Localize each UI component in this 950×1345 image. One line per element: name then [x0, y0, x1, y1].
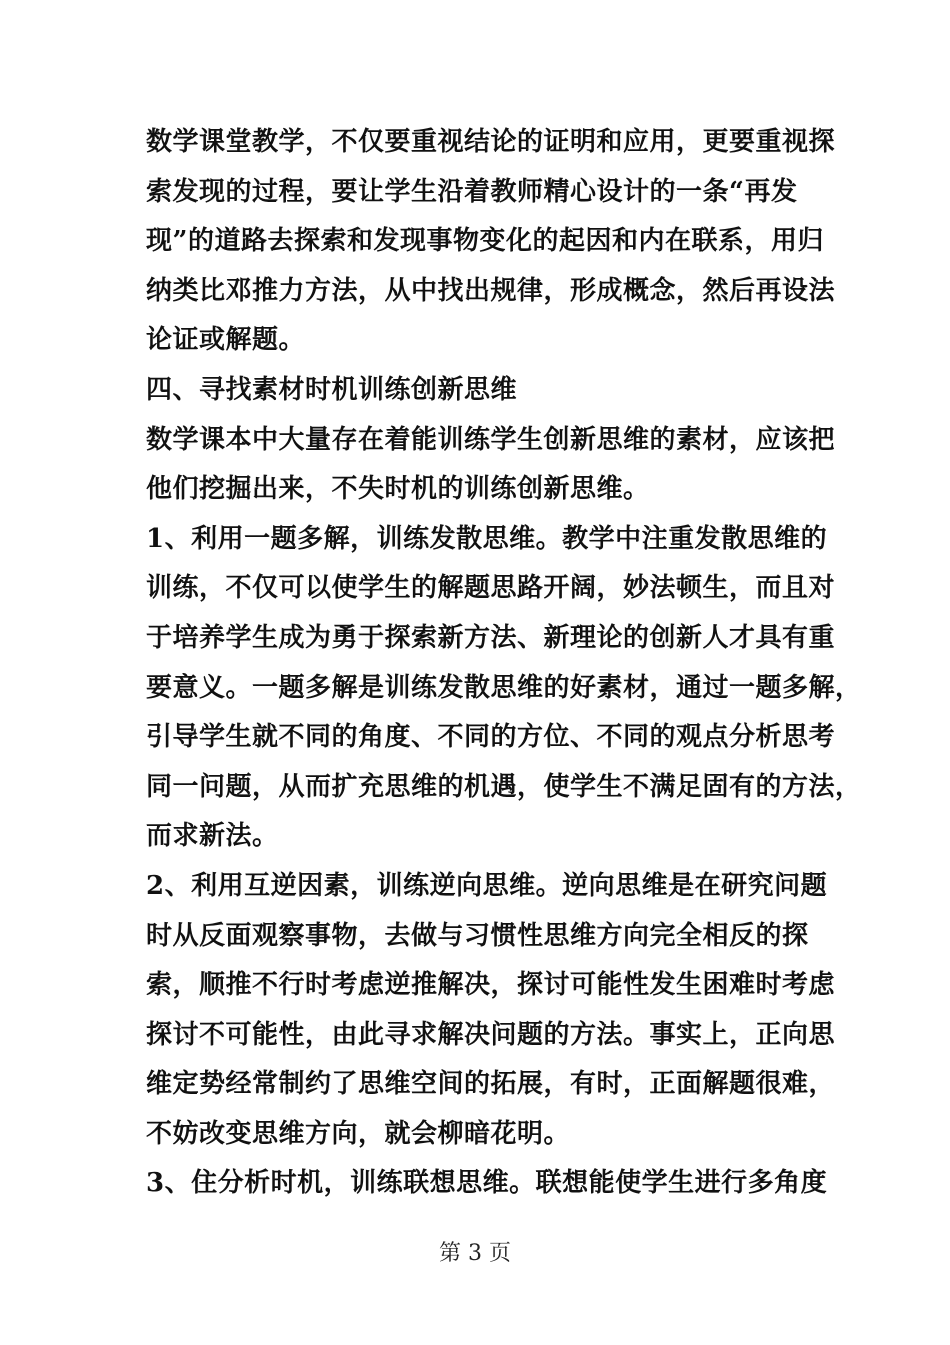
text-line: 索发现的过程，要让学生沿着教师精心设计的一条“再发 — [146, 176, 798, 207]
text-line: 探讨不可能性，由此寻求解决问题的方法。事实上，正向思 — [146, 1019, 836, 1050]
text-line: 2、利用互逆因素，训练逆向思维。逆向思维是在研究问题 — [146, 870, 828, 901]
text-line: 维定势经常制约了思维空间的拓展，有时，正面解题很难， — [146, 1069, 836, 1100]
text-line: 纳类比邓推力方法，从中找出规律，形成概念，然后再设法 — [146, 275, 836, 306]
text-line: 要意义。一题多解是训练发散思维的好素材，通过一题多解， — [146, 672, 862, 703]
document-body — [146, 118, 862, 1209]
text-line: 同一问题，从而扩充思维的机遇，使学生不满足固有的方法， — [146, 771, 862, 802]
text-line: 而求新法。 — [146, 821, 279, 852]
text-line: 1、利用一题多解，训练发散思维。教学中注重发散思维的 — [146, 523, 828, 554]
text-line: 索，顺推不行时考虑逆推解决，探讨可能性发生困难时考虑 — [146, 970, 836, 1001]
page-number: 第 3 页 — [439, 1241, 511, 1266]
text-line: 现”的道路去探索和发现事物变化的起因和内在联系，用归 — [146, 226, 824, 257]
section-heading: 四、寻找素材时机训练创新思维 — [146, 374, 518, 405]
text-line: 3、住分析时机，训练联想思维。联想能使学生进行多角度 — [146, 1168, 828, 1199]
text-line: 不妨改变思维方向，就会柳暗花明。 — [146, 1118, 571, 1149]
text-line: 时从反面观察事物，去做与习惯性思维方向完全相反的探 — [146, 920, 809, 951]
text-line: 论证或解题。 — [146, 325, 306, 356]
text-line: 于培养学生成为勇于探索新方法、新理论的创新人才具有重 — [146, 622, 836, 653]
text-line: 训练，不仅可以使学生的解题思路开阔，妙法顿生，而且对 — [146, 573, 836, 604]
text-line: 数学课本中大量存在着能训练学生创新思维的素材，应该把 — [146, 424, 836, 455]
text-line: 引导学生就不同的角度、不同的方位、不同的观点分析思考 — [146, 722, 836, 753]
text-line: 数学课堂教学，不仅要重视结论的证明和应用，更要重视探 — [146, 127, 836, 157]
text-line: 他们挖掘出来，不失时机的训练创新思维。 — [146, 474, 650, 505]
